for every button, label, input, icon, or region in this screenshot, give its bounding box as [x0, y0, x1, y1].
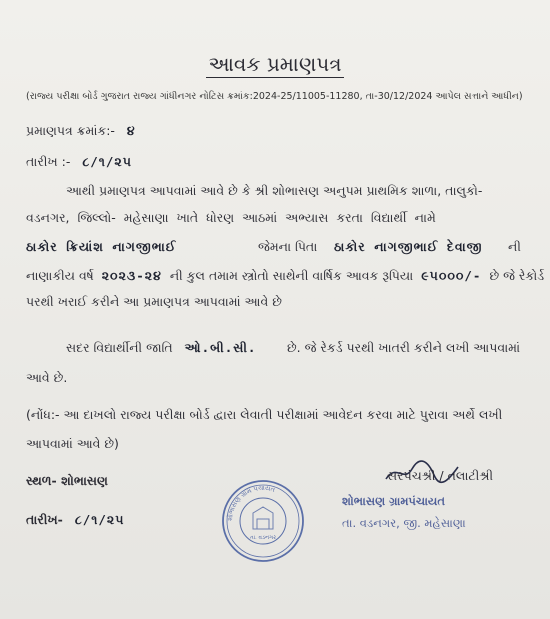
income-text: ની કુલ તમામ સ્ત્રોતો સાથેની વાર્ષિક આવક રૂપિયા: [169, 268, 414, 283]
student-name: ઠાકોર ક્રિયાંશ નાગજીભાઈ: [26, 239, 177, 254]
body-line-2: વડનગર, જિલ્લો- મહેસાણા ખાતે ધોરણ આઠમાં અભ્યાસ કરતા વિદ્યાર્થી નામે: [26, 210, 436, 225]
income-value: ૯૫૦૦૦/-: [421, 268, 482, 283]
signatory-title: સરપંચશ્રી / તલાટીશ્રી: [387, 468, 494, 483]
seal-ring-text: શોભાસણ ગ્રામ પંચાયત: [225, 483, 277, 522]
date-value: ૮/૧/૨૫: [82, 154, 132, 169]
certificate-number-label: પ્રમાણપત્ર ક્રમાંક:-: [26, 123, 115, 138]
date-row: [26, 154, 132, 170]
caste-label: સદર વિદ્યાર્થીની જાતિ: [66, 340, 173, 355]
panchayat-stamp-line-2: તા. વડનગર, જી. મહેસાણા: [342, 516, 466, 530]
body-line-5: પરથી ખરાઈ કરીને આ પ્રમાણપત્ર આપવામાં આવે છે: [26, 294, 282, 309]
year-value: ૨૦૨૩-૨૪: [101, 268, 162, 283]
certificate-title: આવક પ્રમાણપત્ર: [208, 52, 342, 76]
issue-date-value: ૮/૧/૨૫: [74, 512, 125, 527]
father-label: જેમના પિતા: [258, 239, 318, 254]
certificate-number-value: ૪: [126, 123, 136, 138]
of-word: ની: [508, 239, 521, 254]
date-label: તારીખ :-: [26, 154, 71, 169]
authority-subtitle: (રાજ્ય પરીક્ષા બોર્ડ ગુજરાત રાજ્ય ગાંધીનગર નોટિસ ક્રમાંક:2024-25/11005-11280, તા-30/12/2024 આપેલ સત્તાને આધીન): [26, 91, 523, 102]
body-line-1: આથી પ્રમાણપત્ર આપવામાં આવે છે કે શ્રી શોભાસણ અનુપમ પ્રાથમિક શાળા, તાલુકો-: [66, 183, 483, 198]
certificate-number-row: [26, 123, 136, 139]
body-line-4: [26, 268, 544, 284]
office-seal: [221, 479, 305, 563]
seal-center-text: તા. વડનગર: [250, 535, 276, 541]
note-line-2: આપવામાં આવે છે): [26, 436, 119, 451]
note-line-1: (નોંધ:- આ દાખલો રાજ્ય પરીક્ષા બોર્ડ દ્વારા લેવાતી પરીક્ષામાં આવેદન કરવા માટે પુરાવા અર્થે લખી: [26, 407, 503, 422]
place-label: સ્થળ- શોભાસણ: [26, 473, 108, 488]
issue-date-row: [26, 512, 124, 528]
father-name: ઠાકોર નાગજીભાઈ દેવાજી: [334, 239, 483, 254]
caste-row: [66, 340, 256, 356]
year-label: નાણાકીય વર્ષ: [26, 268, 94, 283]
caste-tail: છે. જે રેકર્ડ પરથી ખાતરી કરીને લખી આપવામાં: [287, 340, 521, 355]
panchayat-stamp-line-1: શોભાસણ ગ્રામપંચાયત: [342, 494, 445, 508]
income-tail: છે જે રેકોર્ડ: [489, 268, 545, 283]
caste-line-2: આવે છે.: [26, 370, 68, 385]
issue-date-label: તારીખ-: [26, 512, 63, 527]
svg-text:શોભાસણ ગ્રામ પંચાયત: [226, 484, 277, 521]
caste-value: ઓ.બી.સી.: [184, 340, 257, 355]
body-line-3: [26, 239, 526, 255]
